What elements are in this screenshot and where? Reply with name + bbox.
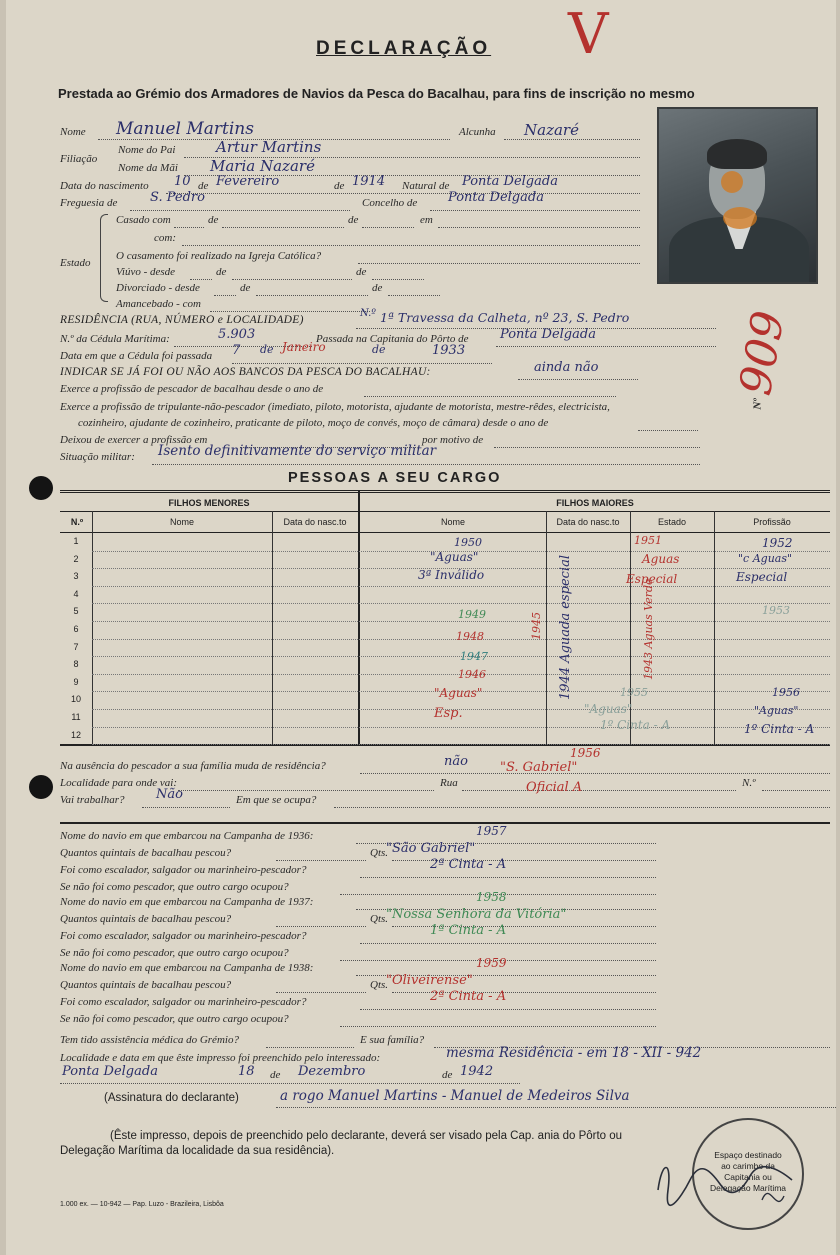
campanha-cargo-value: 2ª Cinta - A	[430, 989, 507, 1004]
annot: 1944 Aguada especial	[558, 555, 573, 700]
annot: 1946	[458, 668, 486, 681]
nasc-ano: 1914	[352, 174, 386, 189]
row-number: 5	[73, 606, 79, 617]
annot: "Aguas"	[434, 686, 483, 700]
dependents-heading: PESSOAS A SEU CARGO	[288, 470, 502, 486]
row-rule	[92, 727, 830, 728]
alcunha-label: Alcunha	[459, 126, 496, 138]
campanha-navio-label: Nome do navio em que embarcou na Campanha de 1937:	[60, 896, 314, 908]
data-nasc-label: Data do nascimento	[60, 180, 149, 192]
photo-stain	[721, 171, 743, 193]
annot: 1º Cinta - A	[744, 722, 815, 736]
document-title: DECLARAÇÃO	[316, 38, 492, 59]
annot: "c Aguas"	[738, 552, 793, 565]
portrait-photo	[657, 107, 818, 284]
nome-label: Nome	[60, 126, 86, 138]
militar-label: Situação militar:	[60, 451, 135, 463]
binder-hole	[29, 775, 53, 799]
campanha-qts-label: Qts.	[370, 913, 389, 925]
annot: 1950	[454, 536, 482, 549]
nasc-dia: 10	[174, 174, 191, 189]
amancebado-label: Amancebado - com	[116, 298, 201, 310]
concelho-value: Ponta Delgada	[448, 190, 544, 205]
nome-pai-value: Artur Martins	[216, 138, 322, 156]
porto-value: Ponta Delgada	[500, 327, 596, 342]
row-number: 6	[73, 624, 79, 634]
familia-pos: Oficial A	[526, 780, 583, 795]
row-number: 1	[73, 536, 79, 546]
annot: "Aguas"	[754, 704, 799, 717]
annot: 1952	[762, 536, 793, 550]
exerce-tripulante-label: Exerce a profissão de tripulante-não-pescador (imediato, piloto, motorista, ajudante de motorista, mestre-rêdes, electricista,	[60, 401, 610, 413]
campanha-cargo-value: 1ª Cinta - A	[430, 923, 507, 938]
adults-heading: FILHOS MAIORES	[556, 498, 634, 508]
annot: 1953	[762, 604, 790, 617]
annot: 1948	[456, 630, 484, 643]
note-line-1: (Êste impresso, depois de preenchido pelo declarante, deverá ser visado pela Cap. ania do Pôrto ou	[110, 1130, 623, 1142]
col-no: N.º	[70, 517, 84, 527]
reference-prefix: Nº	[751, 398, 764, 410]
stamp-text: Espaço destinado ao carimbo da Capitania ou Delegação Marítima	[709, 1150, 787, 1193]
familia-q2: Localidade para onde vai:	[60, 777, 178, 789]
red-tick-mark: V	[568, 2, 609, 67]
rua-label: Rua	[440, 777, 458, 789]
row-number: 3	[73, 571, 79, 582]
campanha-escalador-label: Foi como escalador, salgador ou marinheiro-pescador?	[60, 996, 307, 1008]
col-data-minors: Data do nasc.to	[283, 517, 347, 527]
col-nome-adults: Nome	[440, 517, 465, 527]
de-label: de	[372, 343, 386, 356]
de-label: de	[208, 214, 219, 226]
annot: 1º Cinta - A	[600, 718, 671, 732]
cedula-dia: 7	[232, 343, 241, 358]
de-label: de	[356, 266, 367, 278]
campanha-quintais-label: Quantos quintais de bacalhau pescou?	[60, 913, 232, 925]
closing-ano: 1942	[460, 1064, 494, 1079]
familia-1956: 1956	[570, 746, 601, 760]
row-rule	[92, 744, 830, 745]
campanha-navio-value: "Oliveirense"	[386, 973, 473, 988]
closing-mes: Dezembro	[298, 1064, 366, 1079]
local-label: Localidade e data em que êste impresso foi preenchido pelo interessado:	[60, 1052, 381, 1064]
de-label: de	[442, 1069, 453, 1081]
assinatura-label: (Assinatura do declarante)	[104, 1092, 239, 1104]
bancos-label: INDICAR SE JÁ FOI OU NÃO AOS BANCOS DA PESCA DO BACALHAU:	[60, 366, 431, 378]
cedula-mes: Janeiro	[282, 340, 326, 354]
em-label: em	[420, 214, 433, 226]
de-label: de	[198, 180, 209, 192]
campanha-navio-label: Nome do navio em que embarcou na Campanha de 1936:	[60, 830, 314, 842]
campanha-year: 1957	[476, 824, 507, 838]
alcunha-value: Nazaré	[524, 121, 579, 139]
campanha-navio-label: Nome do navio em que embarcou na Campanha de 1938:	[60, 962, 314, 974]
official-signature	[650, 1150, 800, 1220]
row-rule	[92, 621, 830, 622]
natural-label: Natural de	[402, 180, 450, 192]
campanha-navio-value: "São Gabriel"	[386, 841, 476, 856]
annot: 1949	[458, 608, 486, 621]
natural-value: Ponta Delgada	[462, 174, 558, 189]
annot: 1943 Aguas Verde	[642, 578, 655, 680]
com-label: com:	[154, 232, 176, 244]
residencia-value: 1ª Travessa da Calheta, nº 23, S. Pedro	[380, 310, 630, 325]
annot: 1951	[634, 534, 662, 547]
col-estado: Estado	[657, 517, 687, 527]
annot: 1945	[530, 612, 543, 640]
assinatura-value: a rogo Manuel Martins - Manuel de Medeiros Silva	[280, 1088, 630, 1104]
annot: 1947	[460, 650, 488, 663]
exerce-tripulante-label-2: cozinheiro, ajudante de cozinheiro, praticante de piloto, moço de convés, moço de câmara) desde o ano de	[78, 417, 549, 429]
reference-number: 909	[730, 307, 795, 399]
de-label: de	[334, 180, 345, 192]
annot: 3ª Inválido	[418, 568, 485, 582]
de-label: de	[240, 282, 251, 294]
row-number: 10	[70, 694, 81, 705]
nome-value: Manuel Martins	[116, 119, 254, 139]
printer-credit: 1.000 ex. — 10-942 — Pap. Luzo - Brazileira, Lisbôa	[60, 1201, 224, 1208]
annot: Especial	[626, 572, 678, 586]
num-label: N.º	[742, 777, 756, 789]
row-number: 11	[71, 712, 81, 722]
annot: 1955	[620, 686, 648, 699]
declaration-form	[6, 0, 836, 1255]
col-profissao: Profissão	[753, 517, 791, 527]
casado-label: Casado com	[116, 214, 171, 226]
freguesia-label: Freguesia de	[60, 197, 118, 209]
campanha-outro-label: Se não foi como pescador, que outro cargo ocupou?	[60, 947, 289, 959]
campanha-outro-label: Se não foi como pescador, que outro cargo ocupou?	[60, 1013, 289, 1025]
row-number: 8	[73, 659, 79, 670]
campanha-qts-label: Qts.	[370, 979, 389, 991]
cedula-ano: 1933	[432, 343, 466, 358]
row-rule	[92, 603, 830, 604]
concelho-label: Concelho de	[362, 197, 418, 209]
annot: "Aguas"	[430, 550, 479, 564]
de-label: de	[372, 282, 383, 294]
closing-dia: 18	[238, 1064, 255, 1079]
minors-heading: FILHOS MENORES	[168, 498, 250, 508]
familia-q3: Vai trabalhar?	[60, 794, 125, 806]
estado-brace	[100, 214, 108, 302]
data-cedula-label: Data em que a Cédula foi passada	[60, 350, 213, 362]
campanha-cargo-value: 2ª Cinta - A	[430, 857, 507, 872]
exerce-pescador-label: Exerce a profissão de pescador de bacalhau desde o ano de	[60, 383, 324, 395]
local-value: mesma Residência - em 18 - XII - 942	[446, 1045, 702, 1061]
familia-a3: Não	[156, 787, 183, 802]
filiacao-label: Filiação	[60, 153, 98, 165]
cedula-label: N.º da Cédula Marítima:	[60, 333, 170, 345]
medica-label: Tem tido assistência médica do Grémio?	[60, 1034, 239, 1046]
estado-label: Estado	[60, 257, 91, 269]
familia-a1: não	[444, 754, 468, 769]
familia-label: E sua família?	[360, 1034, 425, 1046]
row-number: 7	[73, 641, 79, 652]
familia-q4: Em que se ocupa?	[236, 794, 317, 806]
row-rule	[92, 586, 830, 587]
document-subtitle: Prestada ao Grémio dos Armadores de Navios da Pesca do Bacalhau, para fins de inscrição no mesmo	[58, 86, 695, 101]
note-line-2: Delegação Marítima da localidade da sua residência).	[60, 1145, 335, 1157]
col-data-adults: Data do nasc.to	[556, 517, 620, 527]
annot: 1956	[772, 686, 800, 699]
nome-mae-label: Nome da Mãi	[118, 162, 178, 174]
campanha-quintais-label: Quantos quintais de bacalhau pescou?	[60, 979, 232, 991]
row-number: 9	[73, 676, 79, 687]
de-label: de	[270, 1069, 281, 1081]
militar-value: Isento definitivamente do serviço militar	[158, 443, 437, 459]
col-nome-minors: Nome	[169, 517, 194, 527]
residencia-label: RESIDÊNCIA (RUA, NÚMERO e LOCALIDADE)	[60, 314, 304, 326]
annot: Especial	[736, 570, 788, 584]
nome-mae-value: Maria Nazaré	[210, 157, 315, 175]
de-label: de	[260, 343, 274, 356]
freguesia-value: S. Pedro	[150, 190, 205, 205]
campanha-quintais-label: Quantos quintais de bacalhau pescou?	[60, 847, 232, 859]
viuvo-label: Viúvo - desde	[116, 266, 176, 278]
campanha-escalador-label: Foi como escalador, salgador ou marinheiro-pescador?	[60, 864, 307, 876]
campanha-year: 1959	[476, 956, 507, 970]
de-label: de	[216, 266, 227, 278]
row-number: 2	[73, 553, 79, 564]
table-top-rule	[60, 490, 830, 493]
cedula-value: 5.903	[218, 327, 256, 342]
annot: "Aguas"	[584, 702, 633, 716]
row-number: 4	[73, 588, 79, 599]
row-number: 12	[70, 729, 81, 740]
annot: Aguas	[642, 552, 680, 566]
familia-q1: Na ausência do pescador a sua família muda de residência?	[60, 760, 326, 772]
photo-stain	[723, 207, 757, 229]
deixou-label: Deixou de exercer a profissão em	[60, 434, 208, 446]
photo-hair	[707, 139, 767, 169]
campanha-outro-label: Se não foi como pescador, que outro cargo ocupou?	[60, 881, 289, 893]
binder-hole	[29, 476, 53, 500]
familia-ship: "S. Gabriel"	[500, 760, 578, 775]
residencia-prefix: N.º	[360, 308, 376, 319]
cidade-value: Ponta Delgada	[62, 1064, 158, 1079]
passada-label: Passada na Capitania do Pôrto de	[316, 333, 469, 345]
campanha-navio-value: "Nossa Senhora da Vitória"	[386, 907, 567, 922]
nome-pai-label: Nome do Pai	[118, 144, 176, 156]
de-label: de	[348, 214, 359, 226]
divorciado-label: Divorciado - desde	[116, 282, 200, 294]
campanha-year: 1958	[476, 890, 507, 904]
campanha-qts-label: Qts.	[370, 847, 389, 859]
bancos-value: ainda não	[534, 360, 599, 375]
annot: Esp.	[434, 706, 463, 721]
campanha-escalador-label: Foi como escalador, salgador ou marinheiro-pescador?	[60, 930, 307, 942]
igreja-label: O casamento foi realizado na Igreja Católica?	[116, 250, 322, 262]
por-motivo-label: por motivo de	[422, 434, 484, 446]
nasc-mes: Fevereiro	[216, 174, 280, 189]
